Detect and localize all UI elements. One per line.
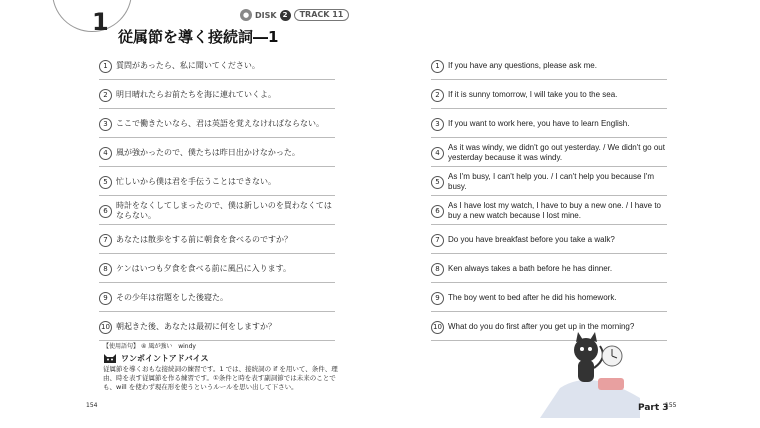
disk-track-badge [240,9,349,21]
track-label: TRACK 11 [294,9,350,21]
english-sentence: If it is sunny tomorrow, I will take you to the sea. [448,90,618,99]
english-sentence-row [431,111,667,138]
page-number-right: 155 [665,402,677,409]
english-sentence: As I'm busy, I can't help you. / I can't help you because I'm busy. [448,172,655,191]
japanese-sentence: 時計をなくしてしまったので、僕は新しいのを買わなくてはならない。 [116,201,332,220]
english-sentence: Do you have breakfast before you take a walk? [448,235,615,244]
english-sentence-row [431,198,667,225]
item-number: 8 [99,263,112,276]
japanese-sentence-row [99,169,335,196]
english-sentence: As I have lost my watch, I have to buy a new one. / I have to buy a new watch because I lost mine. [448,201,662,220]
japanese-sentence-row [99,82,335,109]
vocab-label: 【使用語句】 [103,343,140,350]
cd-icon: ● [240,9,252,21]
item-number: 3 [99,118,112,131]
item-number: 7 [99,234,112,247]
cat-with-clock-illustration [540,328,640,418]
japanese-sentence-row [99,140,335,167]
item-number: 6 [431,205,444,218]
japanese-sentence: 風が強かったので、僕たちは昨日出かけなかった。 [116,148,300,157]
japanese-sentence-row [99,53,335,80]
vocab-text: ④ 風が強い windy [140,343,196,350]
english-sentence: Ken always takes a bath before he has dinner. [448,264,613,273]
english-sentence-row [431,140,667,167]
disk-label: DISK [255,10,277,20]
item-number: 4 [431,147,444,160]
advice-body: 従属節を導くおもな接続詞の練習です。1 では、接続詞の if を用いて、条件、理由、時を表す従属節を作る練習です。①条件と時を表す副詞節では未来のことでも、will を使わず現在形を使うというルールを思い出して下さい。 [103,365,338,391]
item-number: 10 [431,321,444,334]
page-number-left: 154 [86,402,98,409]
item-number: 1 [431,60,444,73]
japanese-sentence: 質問があったら、私に聞いてください。 [116,61,260,70]
english-sentence-row [431,169,667,196]
item-number: 1 [99,60,112,73]
english-sentence-row [431,82,667,109]
japanese-sentence: ケンはいつも夕食を食べる前に風呂に入ります。 [116,264,291,273]
japanese-sentence: 忙しいから僕は君を手伝うことはできない。 [116,177,276,186]
advice-heading-text: ワンポイントアドバイス [121,353,209,363]
japanese-sentence: その少年は宿題をした後寝た。 [116,293,228,302]
japanese-sentence-row [99,198,335,225]
item-number: 5 [99,176,112,189]
item-number: 2 [99,89,112,102]
english-sentence-row [431,285,667,312]
item-number: 2 [431,89,444,102]
disk-number: 2 [280,10,291,21]
english-sentence-row [431,256,667,283]
item-number: 10 [99,321,112,334]
japanese-sentence: 朝起きた後、あなたは最初に何をしますか？ [116,322,276,331]
japanese-sentence-row [99,111,335,138]
item-number: 5 [431,176,444,189]
japanese-sentence: 明日晴れたらお前たちを海に連れていくよ。 [116,90,276,99]
item-number: 9 [99,292,112,305]
japanese-sentence-row [99,285,335,312]
cat-icon [103,352,117,364]
english-sentence: The boy went to bed after he did his homework. [448,293,617,302]
page-title: 従属節を導く接続詞―1 [118,28,279,46]
item-number: 9 [431,292,444,305]
english-sentence: As it was windy, we didn't go out yesterday. / We didn't go out yesterday because it was windy. [448,143,665,162]
english-sentence: What do you do first after you get up in the morning? [448,322,635,331]
item-number: 8 [431,263,444,276]
english-sentence-row [431,53,667,80]
vocab-note [103,341,196,350]
advice-heading [103,352,209,364]
japanese-sentence-row [99,314,335,341]
english-sentence: If you want to work here, you have to learn English. [448,119,630,128]
item-number: 4 [99,147,112,160]
item-number: 6 [99,205,112,218]
japanese-sentence-row [99,256,335,283]
english-sentence: If you have any questions, please ask me. [448,61,597,70]
item-number: 3 [431,118,444,131]
english-sentence-row [431,227,667,254]
japanese-sentence: ここで働きたいなら、君は英語を覚えなければならない。 [116,119,324,128]
chapter-number: 1 [92,8,109,36]
item-number: 7 [431,234,444,247]
japanese-sentence: あなたは散歩をする前に朝食を食べるのですか？ [116,235,292,244]
part-label: Part 3 [638,403,669,413]
japanese-sentence-row [99,227,335,254]
